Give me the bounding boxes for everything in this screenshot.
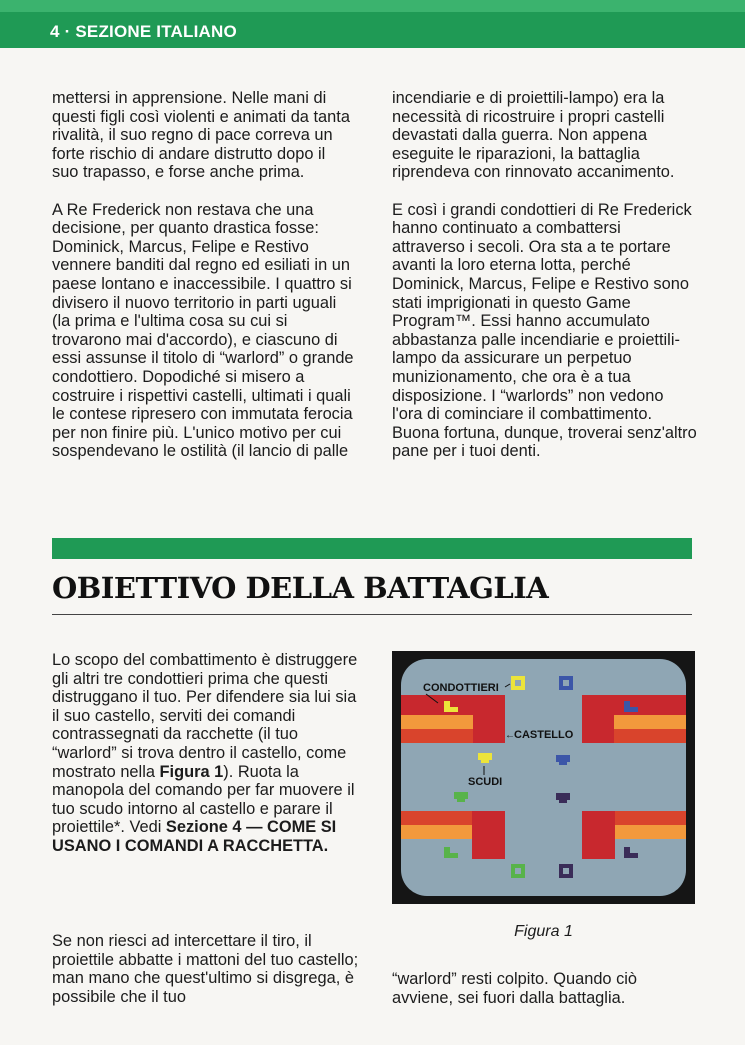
shield-square-inner bbox=[563, 680, 569, 686]
castle-top-left-wall bbox=[472, 695, 505, 743]
heading-rule bbox=[52, 614, 692, 615]
label-castello: CASTELLO bbox=[514, 729, 574, 741]
game-screenshot-figure bbox=[392, 651, 695, 904]
objective-paragraph-end bbox=[392, 970, 697, 1007]
label-scudi: SCUDI bbox=[468, 776, 503, 788]
castle-band bbox=[614, 729, 686, 743]
paragraph: Se non riesci ad intercettare il tiro, il proiettile abbatte i mattoni del tuo castello; man mano che quest'ultimo si disgrega, è possibile che il tuo bbox=[52, 932, 359, 1006]
paragraph: A Re Frederick non restava che una decisione, per quanto drastica fosse: Dominick, Marcus, Felipe e Restivo vennere banditi dal regno ed esiliati in un paese lontano e inaccessibile. I quattro si divisero il nuovo territorio in parti uguali (la prima e l'ultima cosa su cui si trovarono mai d'accordo), e ciascuno di essi assunse il titolo di “warlord” o grande condottiero. Dopodiché si misero a costruire i rispettivi castelli, ultimati i quali le contese ripresero con immutata ferocia per non finire più. L'unico motivo per cui sospendevano le ostilità (il lancio di palle bbox=[52, 200, 354, 461]
figure-reference: Figura 1 bbox=[159, 762, 224, 781]
text-run: ). Ruota la manopola del comando per far muovere il tuo scudo intorno al castello e parare il proiettile*. Vedi bbox=[52, 762, 355, 837]
castle-arrow: ← bbox=[505, 730, 515, 741]
paragraph: incendiarie e di proiettili-lampo) era la necessità di ricostruire i propri castelli devastati dalla guerra. Non appena eseguite le riparazioni, la battaglia riprendeva con rinnovato accanimento. bbox=[392, 89, 675, 182]
castle-band bbox=[401, 715, 473, 729]
castle-band bbox=[401, 825, 473, 839]
body-column-right bbox=[392, 89, 697, 461]
playfield bbox=[401, 659, 686, 896]
label-condottieri: CONDOTTIERI bbox=[423, 682, 499, 694]
castle-bottom-right-wall bbox=[582, 811, 615, 859]
shield-square-inner bbox=[563, 868, 569, 874]
paragraph: E così i grandi condottieri di Re Frederick hanno continuato a combattersi attraverso i secoli. Ora sta a te portare avanti la loro eterna lotta, perché Dominick, Marcus, Felipe e Restivo sono stati imprigionati in questo Game Program™. Essi hanno accumulato abbastanza palle incendiarie e proiettili-lampo da assicurare un perpetuo munizionamento, che ora è a tua disposizione. I “warlords” non vedono l'ora di cominciare il combattimento. Buona fortuna, dunque, troverai senz'altro pane per i tuoi denti. bbox=[392, 200, 697, 461]
section-heading: OBIETTIVO DELLA BATTAGLIA bbox=[52, 571, 549, 605]
castle-band bbox=[614, 811, 686, 825]
page-header-title: 4 · SEZIONE ITALIANO bbox=[50, 22, 237, 41]
section-reference: Sezione 4 — COME SI USANO I COMANDI A RACCHETTA. bbox=[52, 818, 337, 855]
castle-band bbox=[401, 811, 473, 825]
paragraph: “warlord” resti colpito. Quando ciò avviene, sei fuori dalla battaglia. bbox=[392, 970, 638, 1007]
shield-square-inner bbox=[515, 680, 521, 686]
castle-top-right-wall bbox=[582, 695, 615, 743]
game-screen-illustration bbox=[392, 651, 695, 904]
castle-band bbox=[614, 715, 686, 729]
shield-square-inner bbox=[515, 868, 521, 874]
castle-bottom-left-wall bbox=[472, 811, 505, 859]
section-divider-band bbox=[52, 538, 692, 559]
text-run: Lo scopo del combattimento è distruggere gli altri tre condottieri prima che questi distruggano il tuo. Per difendere sia lui sia il suo castello, serviti dei comandi contrassegnati da racchette (il tuo “warlord” si trova dentro il castello, come mostrato nella bbox=[52, 651, 358, 781]
castle-band bbox=[614, 825, 686, 839]
objective-paragraph-continued bbox=[52, 932, 360, 1006]
body-column-left bbox=[52, 89, 356, 461]
paragraph: mettersi in apprensione. Nelle mani di questi figli così violenti e animati da tanta rivalità, il suo regno di pace correva un forte rischio di andare distrutto dopo il suo trapasso, e forse anche prima. bbox=[52, 89, 350, 182]
figure-caption: Figura 1 bbox=[514, 923, 573, 940]
castle-band bbox=[401, 729, 473, 743]
objective-paragraph bbox=[52, 651, 360, 856]
